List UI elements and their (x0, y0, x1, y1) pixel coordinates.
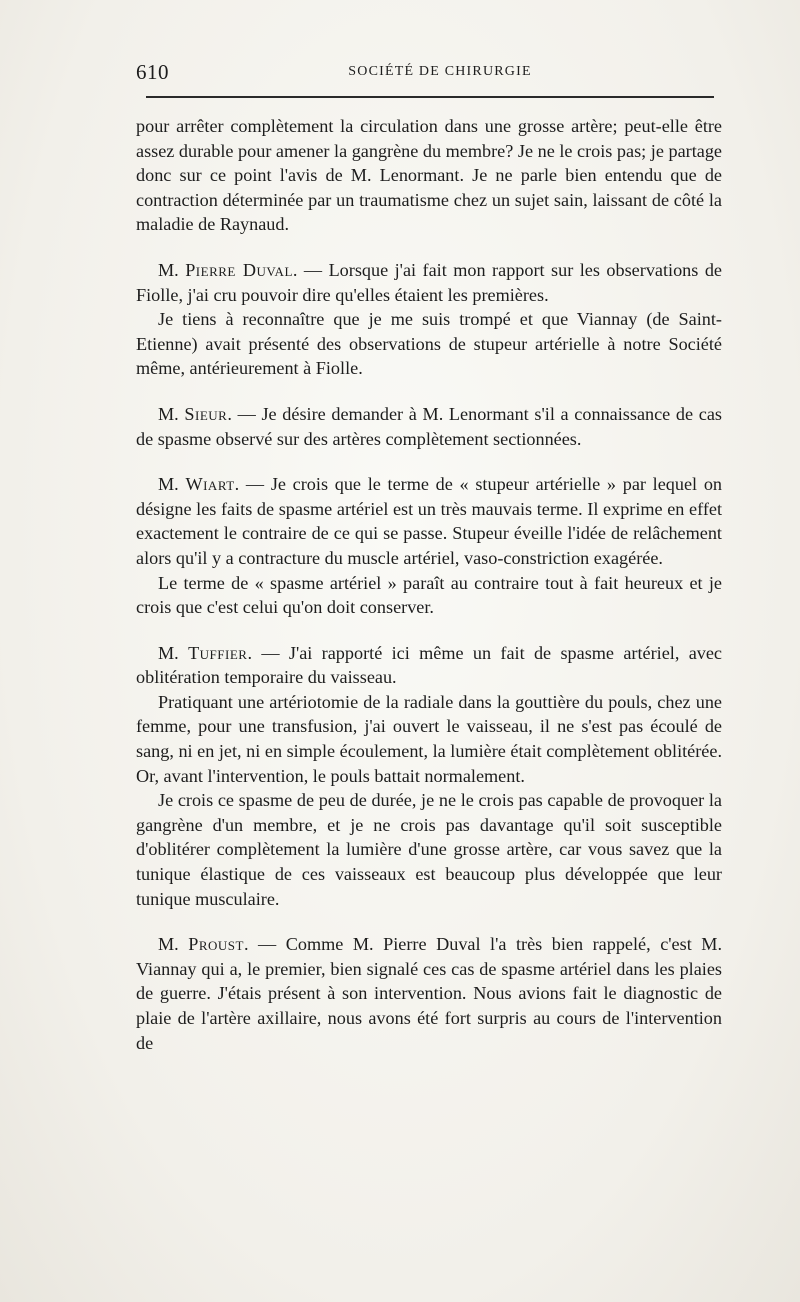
speaker-name: Tuffier (188, 642, 248, 663)
paragraph-arteriotomie: Pratiquant une artériotomie de la radiale dans la gouttière du pouls, chez une femme, pour une transfusion, j'ai ouvert le vaisseau, il ne s'est pas écoulé de sang, ni en jet, ni en simple écoulement, la lumière était complètement oblitérée. Or, avant l'intervention, le pouls battait normalement. (136, 691, 722, 786)
paragraph-sieur: M. Sieur. — Je désire demander à M. Lenormant s'il a connaissance de cas de spasme observé sur des artères complètement sectionnées. (136, 403, 723, 449)
paragraph-proust: M. Proust. — Comme M. Pierre Duval l'a très bien rappelé, c'est M. Viannay qui a, le premier, bien signalé ces cas de spasme artériel dans les plaies de guerre. J'étais présent à son intervention. Nous avions fait le diagnostic de plaie de l'artère axillaire, nous avons été fort surpris au cours de l'intervention de (136, 934, 722, 1053)
paragraph-tuffier: M. Tuffier. — J'ai rapporté ici même un fait de spasme artériel, avec oblitération temporaire du vaisseau. (136, 642, 723, 688)
paragraph-continuation: pour arrêter complètement la circulation dans une grosse artère; peut-elle être assez durable pour amener la gangrène du membre? Je ne le crois pas; je partage donc sur ce point l'avis de M. Lenormant. Je ne parle bien entendu que de contraction déterminée par un traumatisme chez un sujet sain, laissant de côté la maladie de Raynaud. (136, 116, 722, 235)
header-rule (146, 96, 714, 98)
speaker-name: Proust (188, 934, 244, 955)
paragraph-duval: M. Pierre Duval. — Lorsque j'ai fait mon rapport sur les observations de Fiolle, j'ai cru pouvoir dire qu'elles étaient les premières. (136, 259, 722, 305)
paragraph-viannay-note: Je tiens à reconnaître que je me suis trompé et que Viannay (de Saint-Etienne) avait présenté des observations de stupeur artérielle à notre Société même, antérieurement à Fiolle. (136, 309, 722, 379)
speaker-name: Pierre Duval (185, 259, 293, 280)
speaker-name: Sieur (184, 403, 228, 424)
paragraph-spasme-terme: Le terme de « spasme artériel » paraît au contraire tout à fait heureux et je crois que c'est celui qu'on doit conserver. (136, 572, 722, 618)
speaker-name: Wiart (185, 474, 235, 495)
page-header (136, 56, 720, 86)
body-text (136, 114, 722, 1055)
paragraph-spasme-duree: Je crois ce spasme de peu de durée, je ne le crois pas capable de provoquer la gangrène d'un membre, et je ne crois pas davantage qu'il soit susceptible d'oblitérer complètement la lumière d'une grosse artère, car vous savez que la tunique élastique de ces vaisseaux est beaucoup plus développée que leur tunique musculaire. (136, 790, 722, 909)
running-head: SOCIÉTÉ DE CHIRURGIE (348, 64, 532, 79)
page-number: 610 (136, 60, 169, 84)
paragraph-wiart: M. Wiart. — Je crois que le terme de « stupeur artérielle » par lequel on désigne les faits de spasme artériel est un très mauvais terme. Il exprime en effet exactement le contraire de ce qui se passe. Stupeur éveille l'idée de relâchement alors qu'il y a contracture du muscle artériel, vaso-constriction exagérée. (136, 474, 723, 568)
